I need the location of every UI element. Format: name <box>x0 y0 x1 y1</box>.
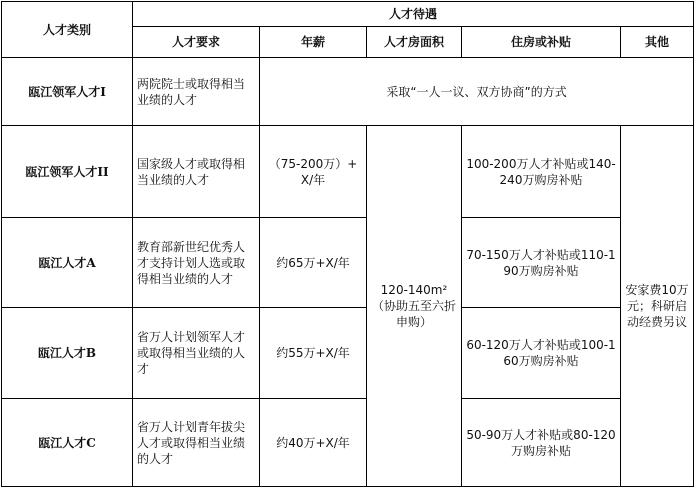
table-row <box>2 218 694 308</box>
salary-cell: 约55万+X/年 <box>260 308 367 399</box>
salary-cell: 约40万+X/年 <box>260 399 367 487</box>
housing-cell: 100-200万人才补贴或140-240万购房补贴 <box>462 126 621 218</box>
header-salary: 年薪 <box>260 27 367 58</box>
header-area: 人才房面积 <box>367 27 462 58</box>
category-cell: 瓯江领军人才I <box>2 58 133 126</box>
other-cell: 安家费10万元；科研启动经费另议 <box>621 126 694 487</box>
housing-cell: 60-120万人才补贴或100-160万购房补贴 <box>462 308 621 399</box>
salary-cell: （75-200万）+X/年 <box>260 126 367 218</box>
table-row <box>2 399 694 487</box>
requirement-cell: 教育部新世纪优秀人才支持计划人选或取得相当业绩的人才 <box>133 218 260 308</box>
area-note: （协助五至六折申购） <box>371 299 456 329</box>
category-cell: 瓯江领军人才II <box>2 126 133 218</box>
header-benefits: 人才待遇 <box>133 2 694 27</box>
salary-cell: 约65万+X/年 <box>260 218 367 308</box>
header-housing: 住房或补贴 <box>462 27 621 58</box>
table-row <box>2 58 694 126</box>
area-cell <box>367 126 462 487</box>
requirement-cell: 国家级人才或取得相当业绩的人才 <box>133 126 260 218</box>
housing-cell: 70-150万人才补贴或110-190万购房补贴 <box>462 218 621 308</box>
category-cell: 瓯江人才A <box>2 218 133 308</box>
category-cell: 瓯江人才B <box>2 308 133 399</box>
talent-benefits-table <box>1 1 694 487</box>
table-row <box>2 308 694 399</box>
header-category: 人才类别 <box>2 2 133 58</box>
negotiation-cell: 采取“一人一议、双方协商”的方式 <box>260 58 694 126</box>
requirement-cell: 两院院士或取得相当业绩的人才 <box>133 58 260 126</box>
table-row <box>2 126 694 218</box>
header-other: 其他 <box>621 27 694 58</box>
area-value: 120-140m² <box>380 283 448 297</box>
requirement-cell: 省万人计划青年拔尖人才或取得相当业绩的人才 <box>133 399 260 487</box>
header-requirement: 人才要求 <box>133 27 260 58</box>
housing-cell: 50-90万人才补贴或80-120万购房补贴 <box>462 399 621 487</box>
category-cell: 瓯江人才C <box>2 399 133 487</box>
requirement-cell: 省万人计划领军人才或取得相当业绩的人才 <box>133 308 260 399</box>
